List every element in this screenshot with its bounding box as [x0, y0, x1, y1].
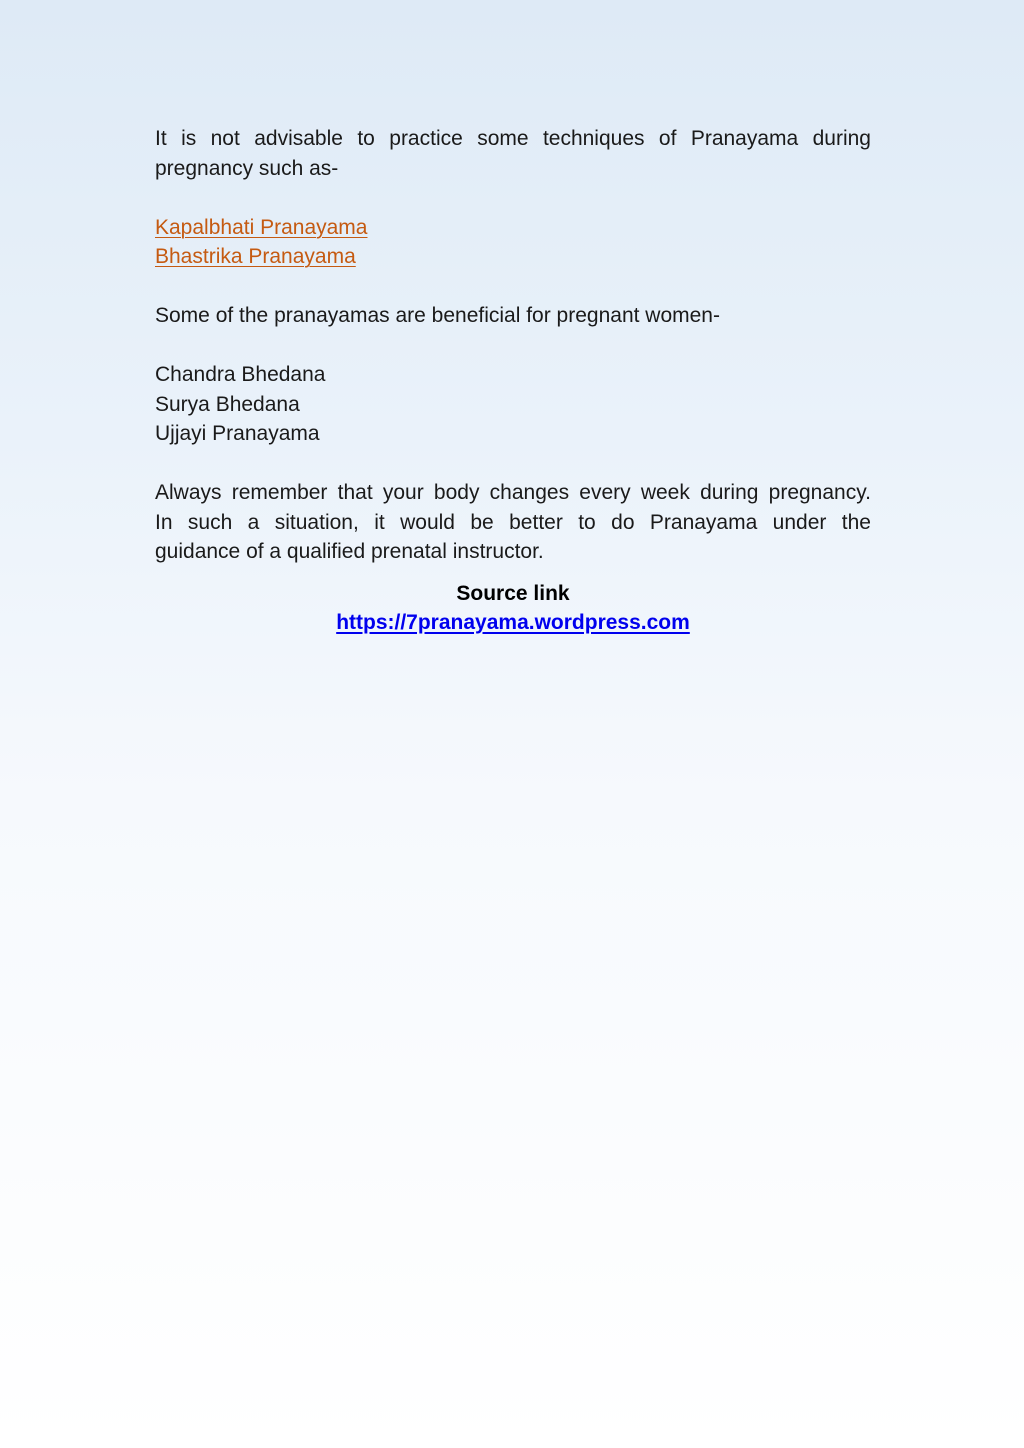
avoid-pranayama-links — [155, 213, 871, 272]
closing-line-1: Always remember that your body changes every week during pregnancy. — [155, 481, 871, 504]
intro-paragraph — [155, 124, 871, 183]
spacer — [155, 183, 871, 213]
spacer — [155, 331, 871, 361]
list-item: Ujjayi Pranayama — [155, 422, 320, 445]
kapalbhati-link[interactable]: Kapalbhati Pranayama — [155, 215, 368, 239]
source-title: Source link — [456, 581, 570, 605]
list-item: Surya Bhedana — [155, 392, 300, 416]
beneficial-intro: Some of the pranayamas are beneficial for pregnant women- — [155, 304, 720, 327]
beneficial-list — [155, 360, 871, 449]
source-url-link[interactable]: https://7pranayama.wordpress.com — [336, 611, 690, 634]
bhastrika-link[interactable]: Bhastrika Pranayama — [155, 245, 356, 268]
source-section — [155, 579, 871, 638]
document-content — [155, 124, 871, 638]
closing-line-2: In such a situation, it would be better to do Pranayama under the — [155, 510, 871, 534]
closing-line-3: guidance of a qualified prenatal instructor. — [155, 540, 544, 563]
intro-line-1: It is not advisable to practice some techniques of Pranayama during — [155, 127, 871, 150]
list-item: Chandra Bhedana — [155, 363, 326, 386]
closing-paragraph — [155, 478, 871, 567]
spacer — [155, 272, 871, 302]
intro-line-2: pregnancy such as- — [155, 156, 339, 180]
spacer — [155, 449, 871, 479]
